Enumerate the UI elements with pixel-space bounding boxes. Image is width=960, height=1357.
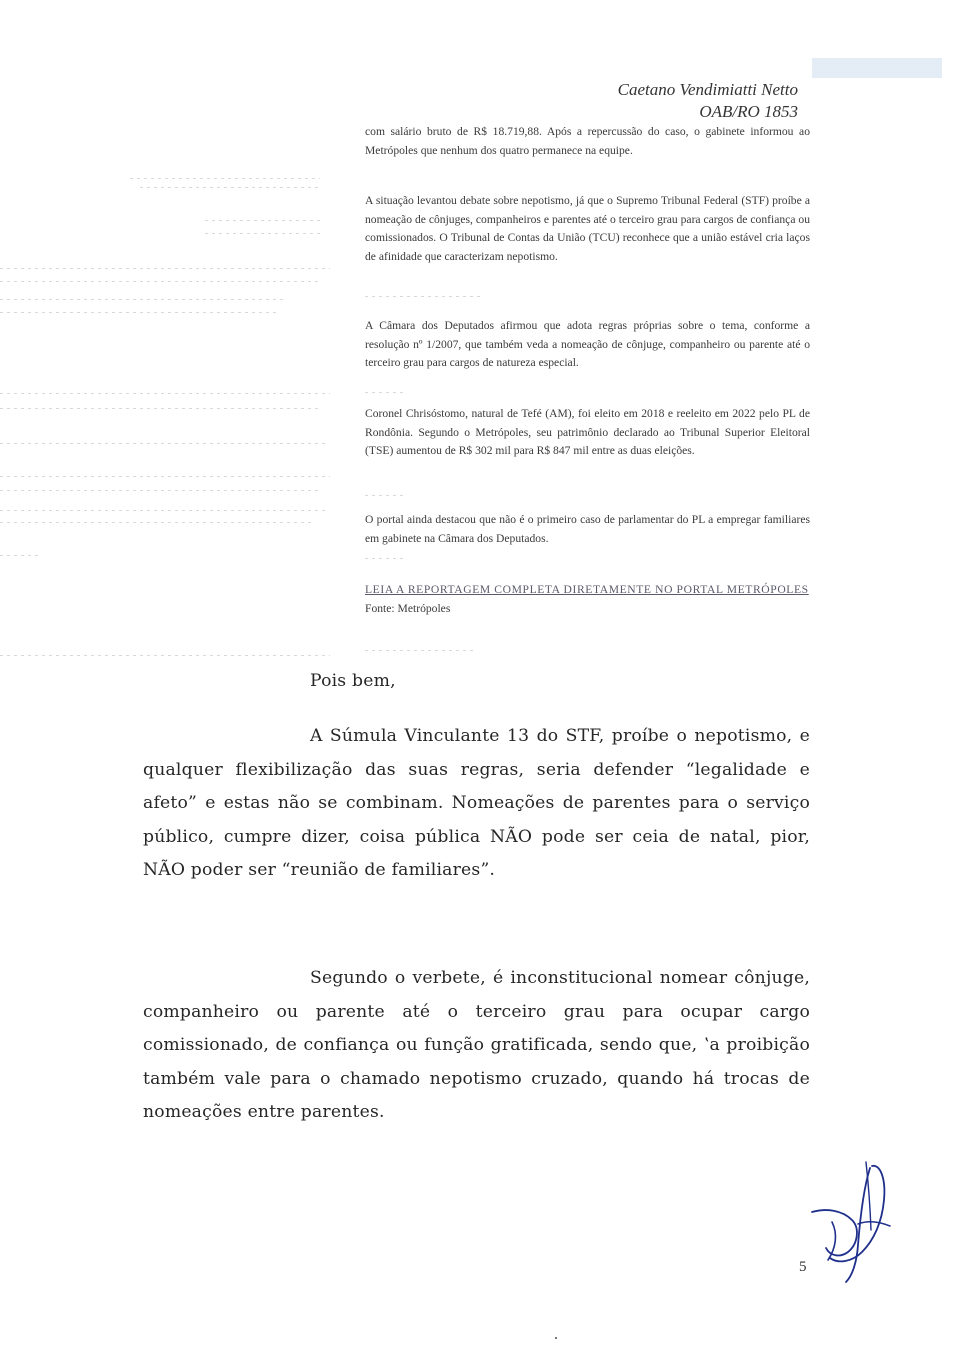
bleed-through-line [140,187,320,188]
signature-image [808,1160,898,1285]
bleed-through-line [205,220,320,221]
article-link-block [365,581,810,618]
bleed-through-line [0,299,285,300]
greeting: Pois bem, [310,671,396,691]
quoted-article-paragraph-4: Coronel Chrisóstomo, natural de Tefé (AM), foi eleito em 2018 e reeleito em 2022 pelo PL de Rondônia. Segundo o Metrópoles, seu patrimônio declarado ao Tribunal Superior Eleitoral (TSE) aumentou de R$ 302 mil para R$ 847 mil entre as duas eleições. [365,407,810,457]
bleed-through-line [0,655,330,656]
bleed-through-line [0,281,320,282]
full-report-link[interactable]: LEIA A REPORTAGEM COMPLETA DIRETAMENTE NO PORTAL METRÓPOLES [365,583,809,596]
bleed-through-line [0,408,320,409]
author-oab: OAB/RO 1853 [699,102,798,121]
bleed-through-line [0,476,330,477]
scan-speck [555,1337,557,1339]
corner-tab-mark [812,58,942,78]
bleed-through-line [365,495,405,496]
bleed-through-line [365,650,475,651]
bleed-through-line [0,522,315,523]
bleed-through-line [0,393,330,394]
article-source: Fonte: Metrópoles [365,601,451,615]
quoted-article-paragraph-5: O portal ainda destacou que não é o primeiro caso de parlamentar do PL a empregar familiares em gabinete na Câmara dos Deputados. [365,513,810,545]
quoted-article-paragraph-1: com salário bruto de R$ 18.719,88. Após a repercussão do caso, o gabinete informou ao Metrópoles que nenhum dos quatro permanece na equipe. [365,125,810,157]
bleed-through-line [365,392,405,393]
bleed-through-line [0,268,330,269]
bleed-through-line [365,558,405,559]
page-number: 5 [799,1259,807,1275]
bleed-through-line [205,233,320,234]
quoted-article-paragraph-2: A situação levantou debate sobre nepotismo, já que o Supremo Tribunal Federal (STF) proíbe a nomeação de cônjuges, companheiros e parentes até o terceiro grau para cargos de confiança ou comissionados. O Tribunal de Contas da União (TCU) reconhece que a união estável cria laços de afinidade que caracterizam nepotismo. [365,194,810,263]
body-paragraph-2: Segundo o verbete, é inconstitucional nomear cônjuge, companheiro ou parente até o terceiro grau para ocupar cargo comissionado, de confiança ou função gratificada, sendo que, ʽa proibição também vale para o chamado nepotismo cruzado, quando há trocas de nomeações entre parentes. [143,968,810,1122]
bleed-through-line [0,443,325,444]
bleed-through-line [0,312,280,313]
bleed-through-line [130,178,320,179]
bleed-through-line [365,296,480,297]
author-name: Caetano Vendimiatti Netto [617,80,798,99]
bleed-through-line [0,510,325,511]
bleed-through-line [0,490,320,491]
quoted-article-paragraph-3: A Câmara dos Deputados afirmou que adota regras próprias sobre o tema, conforme a resolução nº 1/2007, que também veda a nomeação de cônjuge, companheiro ou parente até o terceiro grau para cargos de natureza especial. [365,319,810,369]
bleed-through-line [0,555,40,556]
page-header [618,79,798,123]
body-paragraph-1: A Súmula Vinculante 13 do STF, proíbe o nepotismo, e qualquer flexibilização das suas regras, seria defender “legalidade e afeto” e estas não se combinam. Nomeações de parentes para o serviço público, cumpre dizer, coisa pública NÃO pode ser ceia de natal, pior, NÃO poder ser “reunião de familiares”. [143,726,810,880]
